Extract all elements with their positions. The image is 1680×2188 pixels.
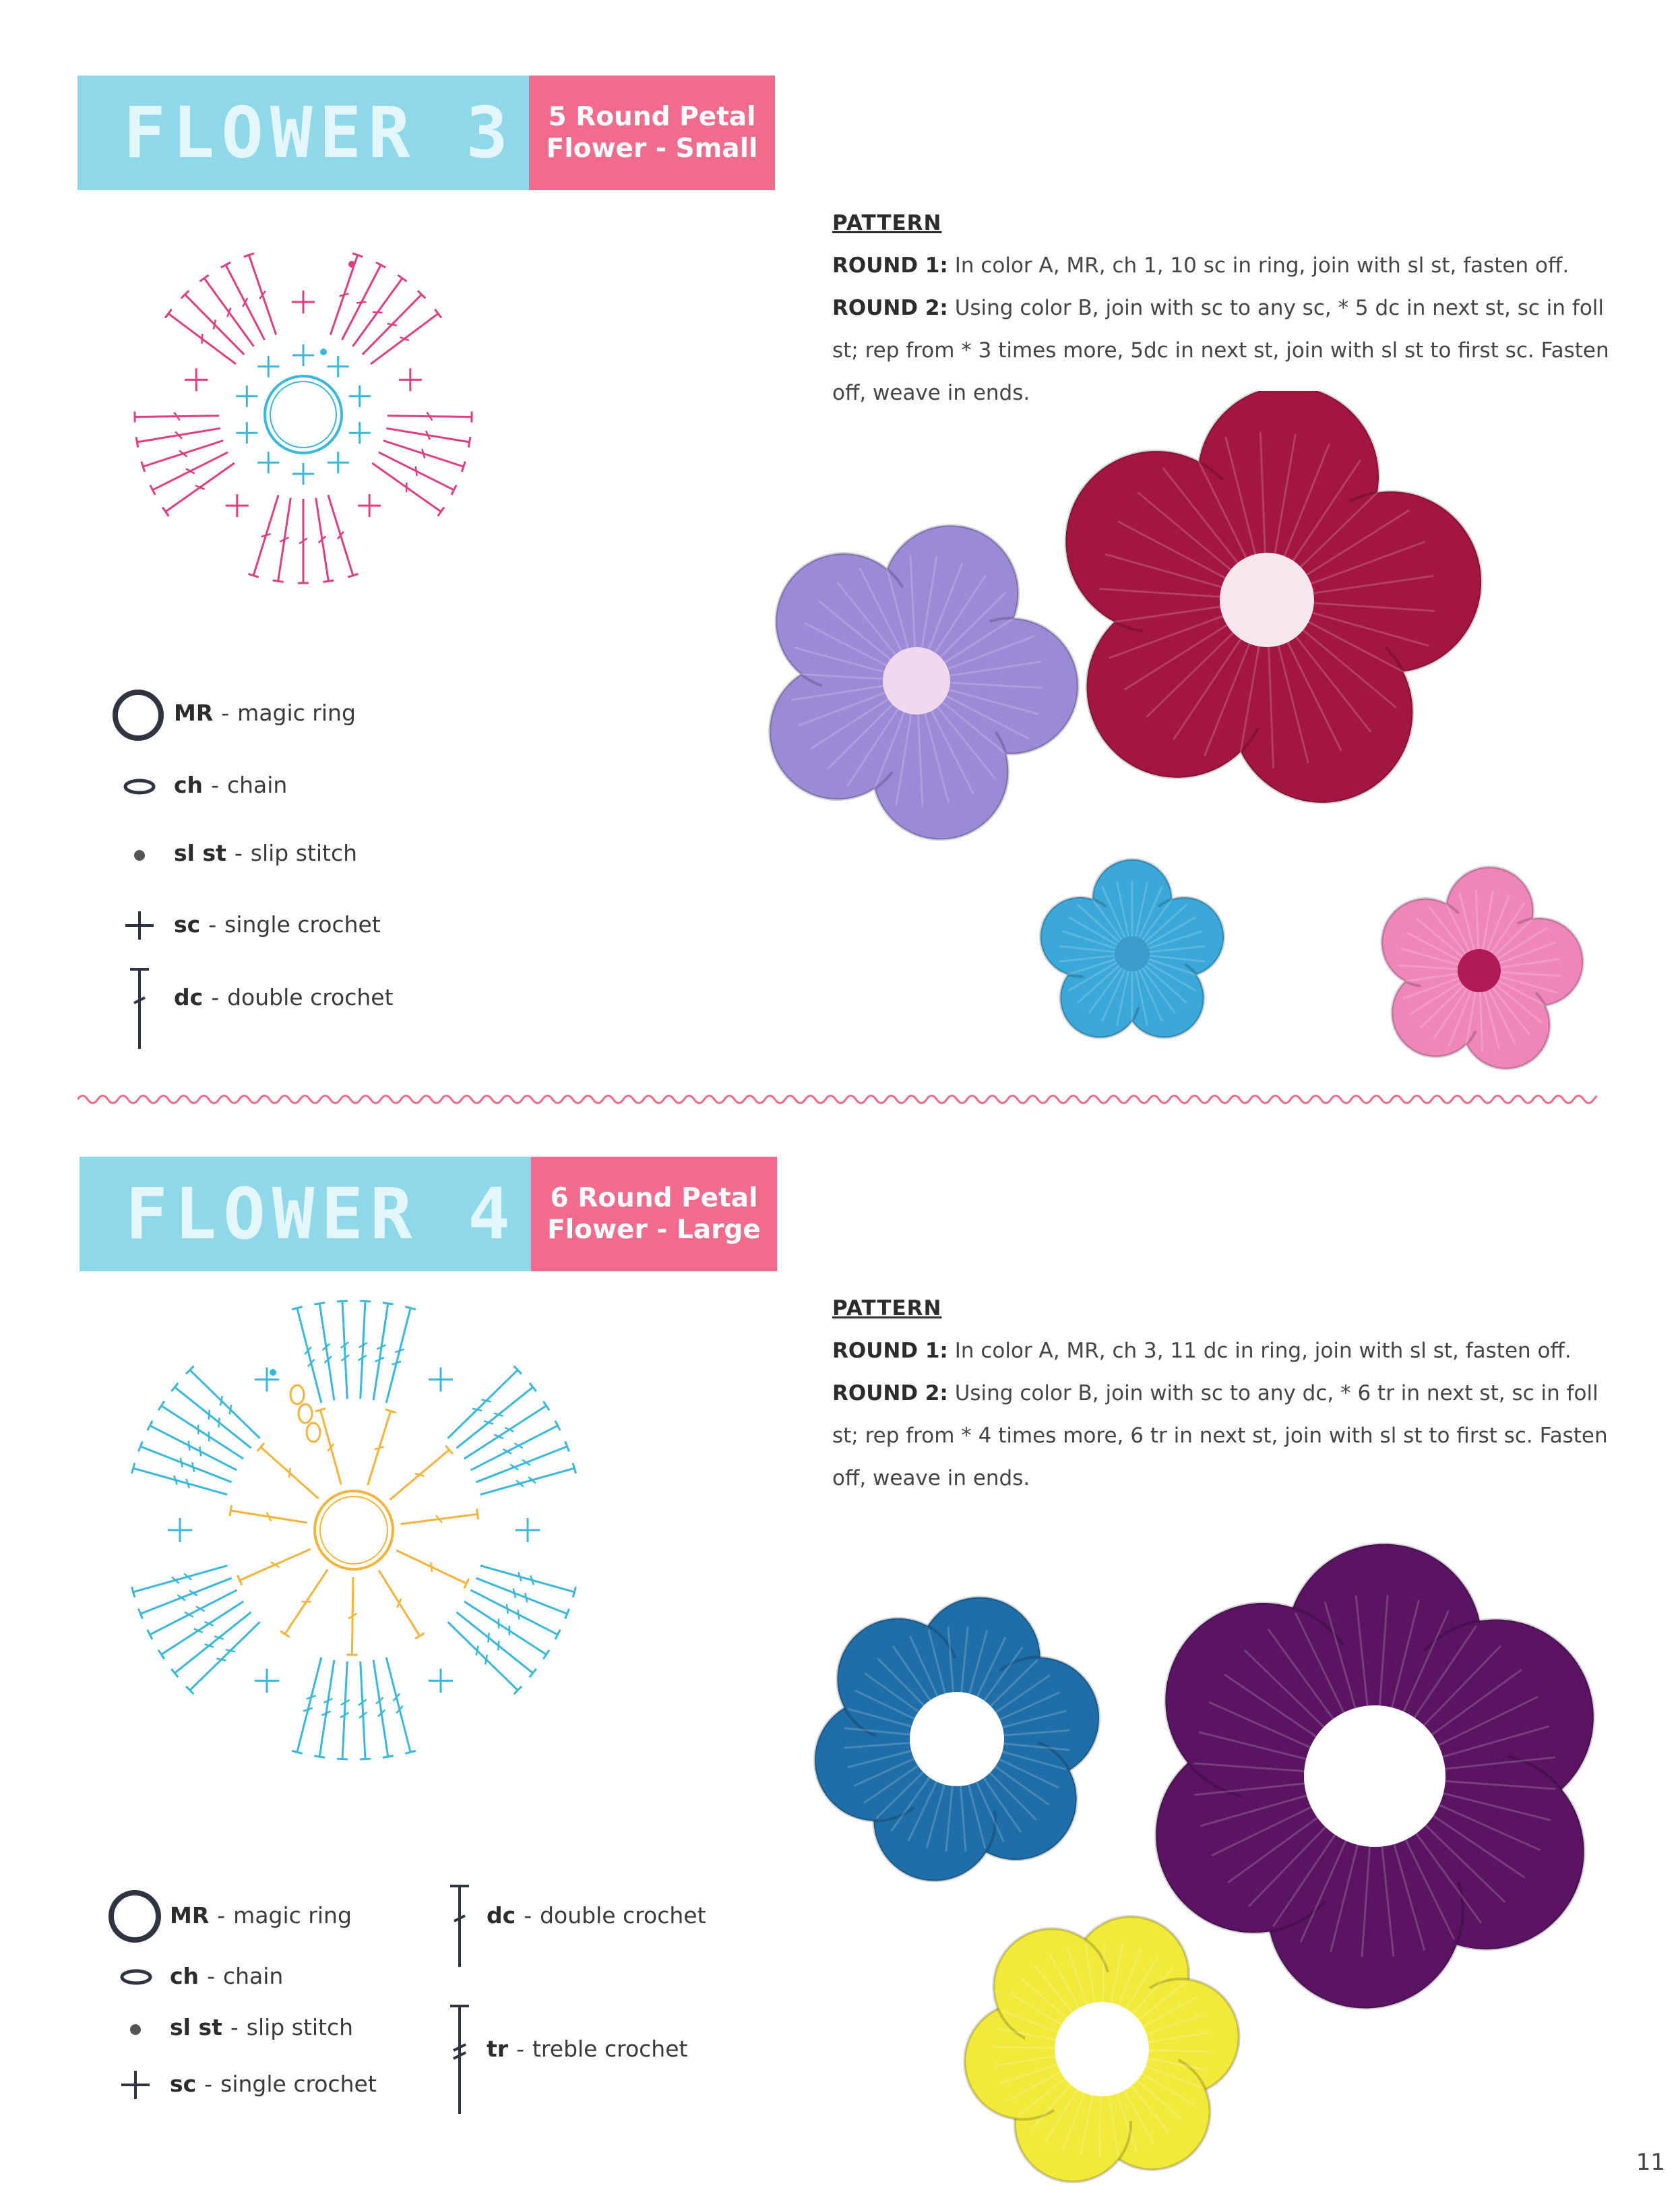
flower3-legend-dc: dc - double crochet <box>174 984 394 1010</box>
flower4-legend-mr: MR - magic ring <box>170 1902 352 1928</box>
blue-flower-image <box>1040 859 1224 1038</box>
lavender-flower-image <box>770 525 1078 839</box>
flower4-round2-text: Using color B, join with sc to any dc, * 6 tr in next st, sc in foll st; rep from * 4 times more, 6 tr in next st, join with sl st to first sc. Fasten off, weave in ends. <box>832 1381 1608 1490</box>
page-number: 11 <box>1636 2149 1665 2176</box>
flower4-round1-label: ROUND 1: <box>832 1339 948 1363</box>
flower4-title-banner <box>80 1157 777 1271</box>
double-crochet-icon <box>125 965 154 1052</box>
flower3-legend-ch: ch - chain <box>174 772 288 798</box>
pink-flower-image <box>1381 867 1583 1068</box>
flower3-round1-text: In color A, MR, ch 1, 10 sc in ring, join with sl st, fasten off. <box>947 253 1569 278</box>
flower3-pattern <box>832 202 1614 415</box>
flower4-title: FLOWER 4 <box>80 1157 531 1271</box>
flower3-title-banner <box>77 75 775 190</box>
flower3-stitch-chart <box>101 229 505 627</box>
double-crochet-icon <box>445 1882 474 1970</box>
flower3-subtitle-line1: 5 Round Petal <box>548 102 756 132</box>
flower4-pattern <box>832 1287 1614 1500</box>
flower4-subtitle-line1: 6 Round Petal <box>550 1183 758 1213</box>
slip-stitch-icon <box>129 845 150 865</box>
purple-flower-image <box>1156 1544 1594 2009</box>
flower3-pattern-heading: PATTERN <box>832 211 942 235</box>
magic-ring-icon <box>111 686 165 744</box>
flower4-legend-sc: sc - single crochet <box>170 2071 377 2097</box>
flower3-round2-text: Using color B, join with sc to any sc, * 5 dc in next st, sc in foll st; rep from * 3 times more, 5dc in next st, join with sl st to first sc. Fasten off, weave in ends. <box>832 296 1609 405</box>
flower3-subtitle-line2: Flower - Small <box>546 133 758 164</box>
chain-icon <box>121 777 158 797</box>
slip-stitch-icon <box>125 2019 146 2040</box>
flower3-round1 <box>832 245 1614 287</box>
flower3-round1-label: ROUND 1: <box>832 253 948 278</box>
flower4-pattern-heading: PATTERN <box>832 1296 942 1320</box>
flower4-subtitle-line2: Flower - Large <box>547 1215 761 1245</box>
treble-crochet-icon <box>445 2002 474 2117</box>
flower4-subtitle <box>531 1157 777 1271</box>
flower4-round1 <box>832 1330 1614 1372</box>
flower4-round1-text: In color A, MR, ch 3, 11 dc in ring, join with sl st, fasten off. <box>947 1339 1572 1363</box>
flower4-photo <box>802 1537 1671 2184</box>
crimson-flower-image <box>1065 391 1481 803</box>
flower3-photo <box>748 391 1617 1072</box>
blue-flower-image <box>815 1598 1099 1881</box>
magic-ring-icon <box>106 1887 163 1945</box>
flower4-legend-slst: sl st - slip stitch <box>170 2014 354 2040</box>
flower3-legend-sc: sc - single crochet <box>174 911 381 938</box>
yellow-flower-image <box>964 1916 1239 2182</box>
single-crochet-icon <box>123 909 156 942</box>
flower4-legend-ch: ch - chain <box>170 1963 284 1989</box>
flower4-round2 <box>832 1372 1614 1500</box>
flower3-subtitle <box>529 75 775 190</box>
single-crochet-icon <box>119 2068 152 2102</box>
flower4-legend-dc: dc - double crochet <box>487 1902 706 1928</box>
flower4-round2-label: ROUND 2: <box>832 1381 948 1405</box>
flower4-stitch-chart <box>111 1294 596 1793</box>
chain-icon <box>118 1967 154 1987</box>
flower4-legend-tr: tr - treble crochet <box>487 2036 688 2062</box>
flower3-legend-slst: sl st - slip stitch <box>174 840 358 866</box>
flower3-legend-mr: MR - magic ring <box>174 700 356 726</box>
section-divider <box>77 1089 1597 1110</box>
flower3-round2-label: ROUND 2: <box>832 296 948 320</box>
flower3-title: FLOWER 3 <box>77 75 529 190</box>
